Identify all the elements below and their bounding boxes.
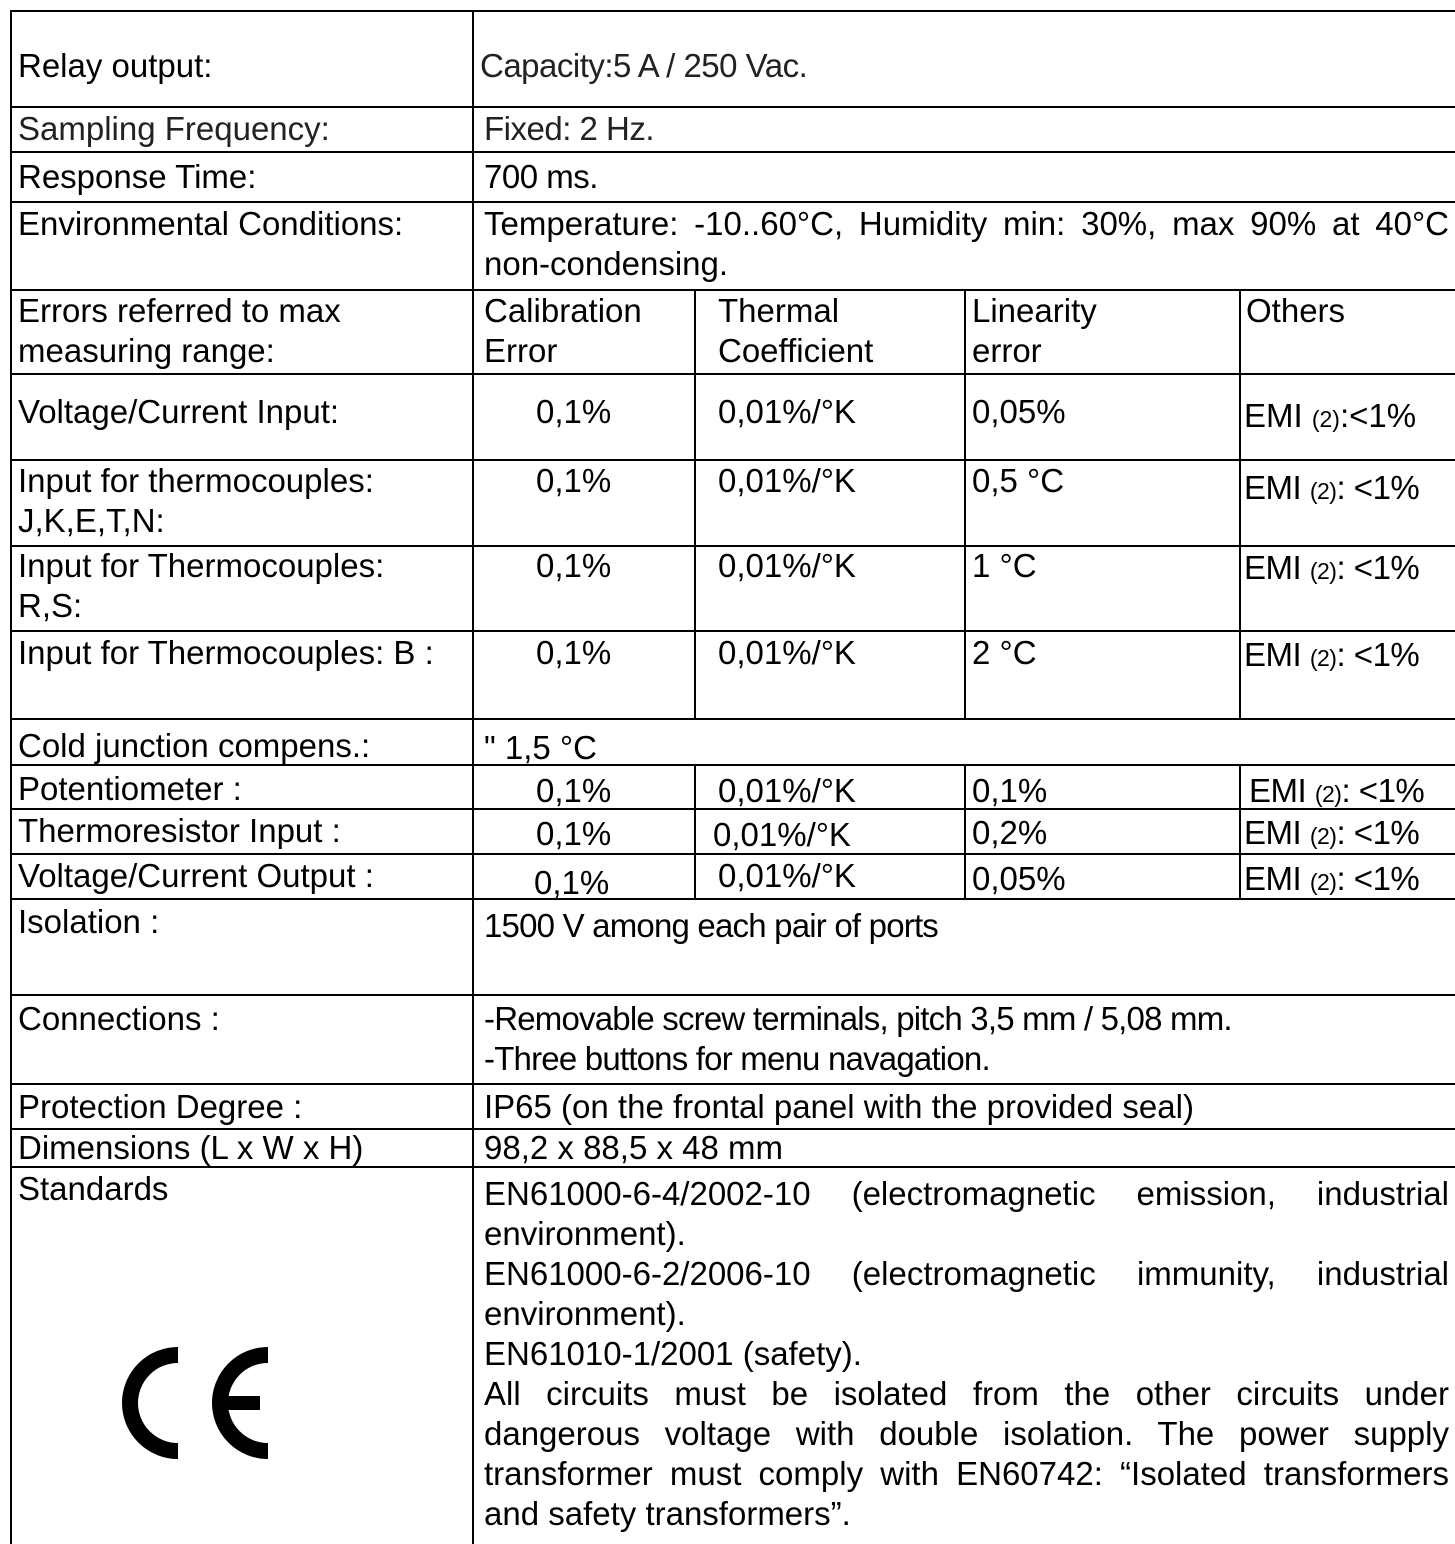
linearity-error-header: Linearity error [972, 292, 1097, 369]
column-divider-3b [1239, 765, 1241, 900]
emi-value: : <1% [1341, 772, 1425, 809]
potentiometer-calibration: 0,1% [536, 772, 612, 809]
errors-header-label: Errors referred to max measuring range: [18, 292, 341, 369]
thermocouples-b-calibration: 0,1% [536, 634, 612, 671]
emi-value: : <1% [1336, 860, 1420, 897]
thermal-coefficient-header: Thermal Coefficient [718, 292, 874, 369]
thermoresistor-linearity: 0,2% [972, 814, 1048, 851]
voltage-current-output-thermal: 0,01%/°K [718, 857, 856, 894]
environmental-conditions-label: Environmental Conditions: [18, 205, 404, 242]
sampling-frequency-label: Sampling Frequency: [18, 110, 330, 147]
potentiometer-label: Potentiometer : [18, 770, 242, 807]
emi-text: EMI [1249, 772, 1307, 809]
thermocouples-rs-label: Input for Thermocouples: R,S: [18, 547, 385, 624]
emi-text: EMI [1244, 636, 1302, 673]
ce-mark-icon [112, 1347, 274, 1464]
column-divider-2 [964, 289, 966, 720]
thermocouples-rs-others [1244, 548, 1419, 591]
row-divider [10, 898, 1455, 900]
column-divider-1 [694, 289, 696, 720]
emi-note: (2) [1314, 781, 1342, 807]
relay-output-label: Relay output: [18, 47, 213, 84]
voltage-current-input-others [1244, 396, 1416, 439]
standards-label: Standards [18, 1170, 169, 1207]
thermocouples-rs-linearity: 1 °C [972, 547, 1037, 584]
thermoresistor-calibration: 0,1% [536, 815, 612, 852]
row-divider [10, 718, 1455, 720]
isolation-value: 1500 V among each pair of ports [484, 907, 939, 944]
cold-junction-label: Cold junction compens.: [18, 727, 371, 764]
emi-note: (2) [1309, 823, 1337, 849]
row-divider [10, 1083, 1455, 1085]
thermocouples-b-thermal: 0,01%/°K [718, 634, 856, 671]
emi-text: EMI [1244, 469, 1302, 506]
emi-value: :<1% [1339, 397, 1417, 434]
connections-line-1: -Removable screw terminals, pitch 3,5 mm / 5,08 mm. [484, 1000, 1232, 1037]
thermocouples-b-label: Input for Thermocouples: B : [18, 634, 434, 671]
column-divider-2b [964, 765, 966, 900]
connections-line-2: -Three buttons for menu navagation. [484, 1040, 990, 1077]
thermocouples-jketn-others [1244, 468, 1419, 511]
emi-text: EMI [1244, 860, 1302, 897]
others-header: Others [1246, 292, 1346, 329]
standard-immunity: EN61000-6-2/2006-10 (electromagnetic immunity, industrial environment). [484, 1255, 1449, 1332]
thermocouples-jketn-calibration: 0,1% [536, 462, 612, 499]
column-divider-1b [694, 765, 696, 900]
emi-value: : <1% [1336, 636, 1420, 673]
row-divider [10, 151, 1455, 153]
standard-emission: EN61000-6-4/2002-10 (electromagnetic emission, industrial environment). [484, 1175, 1449, 1252]
emi-value: : <1% [1336, 469, 1420, 506]
voltage-current-output-linearity: 0,05% [972, 860, 1066, 897]
response-time-label: Response Time: [18, 158, 257, 195]
environmental-conditions-value: Temperature: -10..60°C, Humidity min: 30%, max 90% at 40°C non-condensing. [484, 205, 1449, 282]
connections-label: Connections : [18, 1000, 220, 1037]
thermoresistor-others [1244, 813, 1419, 856]
calibration-error-header: Calibration Error [484, 292, 642, 369]
response-time-value: 700 ms. [484, 158, 598, 195]
standards-block [484, 1174, 1449, 1534]
voltage-current-output-label: Voltage/Current Output : [18, 857, 374, 894]
row-divider [10, 373, 1455, 375]
isolation-requirement-note: All circuits must be isolated from the other circuits under dangerous voltage with double isolation. The power supply transformer must comply with EN60742: “Isolated transformers and safety transformers”. [484, 1375, 1449, 1532]
row-divider [10, 106, 1455, 108]
row-divider [10, 994, 1455, 996]
thermoresistor-label: Thermoresistor Input : [18, 812, 341, 849]
table-border-label-divider [472, 10, 474, 1544]
standard-safety: EN61010-1/2001 (safety). [484, 1335, 862, 1372]
row-divider [10, 630, 1455, 632]
potentiometer-linearity: 0,1% [972, 772, 1048, 809]
thermocouples-rs-thermal: 0,01%/°K [718, 547, 856, 584]
table-border-top [10, 10, 1455, 12]
emi-value: : <1% [1336, 549, 1420, 586]
isolation-label: Isolation : [18, 903, 160, 940]
row-divider [10, 201, 1455, 203]
thermoresistor-thermal: 0,01%/°K [713, 816, 851, 853]
protection-degree-label: Protection Degree : [18, 1088, 303, 1125]
thermocouples-rs-calibration: 0,1% [536, 547, 612, 584]
emi-note: (2) [1309, 869, 1337, 895]
voltage-current-input-label: Voltage/Current Input: [18, 393, 340, 430]
emi-note: (2) [1309, 645, 1337, 671]
potentiometer-others [1249, 771, 1424, 814]
emi-text: EMI [1244, 549, 1302, 586]
sampling-frequency-value: Fixed: 2 Hz. [484, 110, 655, 147]
voltage-current-input-calibration: 0,1% [536, 393, 612, 430]
relay-output-value: Capacity:5 A / 250 Vac. [480, 47, 808, 84]
emi-text: EMI [1244, 397, 1303, 434]
emi-note: (2) [1309, 478, 1337, 504]
dimensions-label: Dimensions (L x W x H) [18, 1129, 364, 1166]
dimensions-value: 98,2 x 88,5 x 48 mm [484, 1129, 783, 1166]
thermocouples-jketn-linearity: 0,5 °C [972, 462, 1065, 499]
voltage-current-input-linearity: 0,05% [972, 393, 1066, 430]
emi-note: (2) [1311, 406, 1340, 432]
potentiometer-thermal: 0,01%/°K [718, 772, 856, 809]
protection-degree-value: IP65 (on the frontal panel with the provided seal) [484, 1088, 1194, 1125]
thermocouples-b-linearity: 2 °C [972, 634, 1037, 671]
emi-note: (2) [1309, 558, 1337, 584]
voltage-current-output-others [1244, 859, 1419, 902]
voltage-current-input-thermal: 0,01%/°K [718, 393, 856, 430]
thermocouples-jketn-thermal: 0,01%/°K [718, 462, 856, 499]
column-divider-3 [1239, 289, 1241, 720]
table-border-left [10, 10, 12, 1544]
voltage-current-output-calibration: 0,1% [534, 864, 610, 901]
cold-junction-value: " 1,5 °C [484, 729, 597, 766]
thermocouples-b-others [1244, 635, 1419, 678]
emi-value: : <1% [1336, 814, 1420, 851]
emi-text: EMI [1244, 814, 1302, 851]
thermocouples-jketn-label: Input for thermocouples: J,K,E,T,N: [18, 462, 374, 539]
